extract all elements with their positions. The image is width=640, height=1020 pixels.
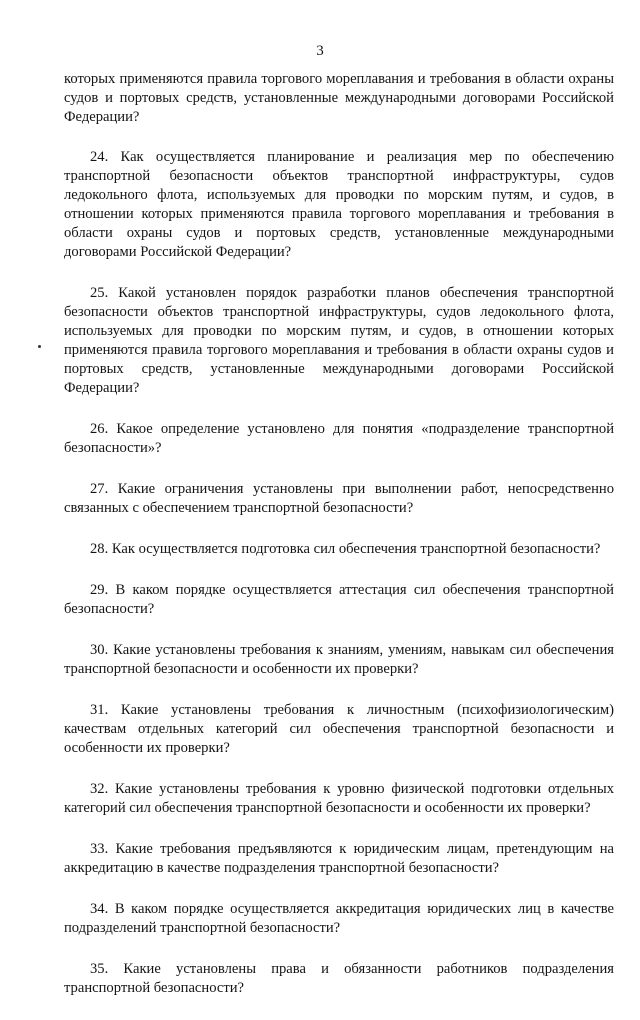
question-29: 29. В каком порядке осуществляется аттестация сил обеспечения транспортной безопасности? — [64, 582, 614, 617]
question-31: 31. Какие установлены требования к личностным (психофизиологическим) качествам отдельных категорий сил обеспечения транспортной безопасности и особенности их проверки? — [64, 702, 614, 756]
question-25: 25. Какой установлен порядок разработки планов обеспечения транспортной безопасности объектов транспортной инфраструктуры, судов ледокольного флота, используемых для проводки по морским путям, и судов, в отношении которых применяются правила торгового мореплавания и требования в области охраны судов и портовых средств, установленные международными договорами Российской Федерации? — [64, 285, 614, 396]
question-30: 30. Какие установлены требования к знаниям, умениям, навыкам сил обеспечения транспортной безопасности и особенности их проверки? — [64, 642, 614, 677]
question-24: 24. Как осуществляется планирование и реализация мер по обеспечению транспортной безопасности объектов транспортной инфраструктуры, судов ледокольного флота, используемых для проводки по морским путям, и судов, в отношении которых применяются правила торгового мореплавания и требования в области охраны судов и портовых средств, установленные международными договорами Российской Федерации? — [64, 149, 614, 260]
paragraph-continuation: которых применяются правила торгового мореплавания и требования в области охраны судов и портовых средств, установленные международными договорами Российской Федерации? — [64, 71, 614, 125]
question-33: 33. Какие требования предъявляются к юридическим лицам, претендующим на аккредитацию в качестве подразделения транспортной безопасности? — [64, 841, 614, 876]
page-number: 3 — [316, 43, 324, 59]
document-body — [64, 70, 614, 1020]
question-26: 26. Какое определение установлено для понятия «подразделение транспортной безопасности»? — [64, 421, 614, 456]
question-32: 32. Какие установлены требования к уровню физической подготовки отдельных категорий сил обеспечения транспортной безопасности и особенности их проверки? — [64, 781, 614, 816]
question-34: 34. В каком порядке осуществляется аккредитация юридических лиц в качестве подразделений транспортной безопасности? — [64, 901, 614, 936]
question-28: 28. Как осуществляется подготовка сил обеспечения транспортной безопасности? — [90, 541, 601, 557]
question-27: 27. Какие ограничения установлены при выполнении работ, непосредственно связанных с обеспечением транспортной безопасности? — [64, 481, 614, 516]
scan-artifact-dot — [38, 345, 41, 348]
question-35: 35. Какие установлены права и обязанности работников подразделения транспортной безопасности? — [64, 961, 614, 996]
